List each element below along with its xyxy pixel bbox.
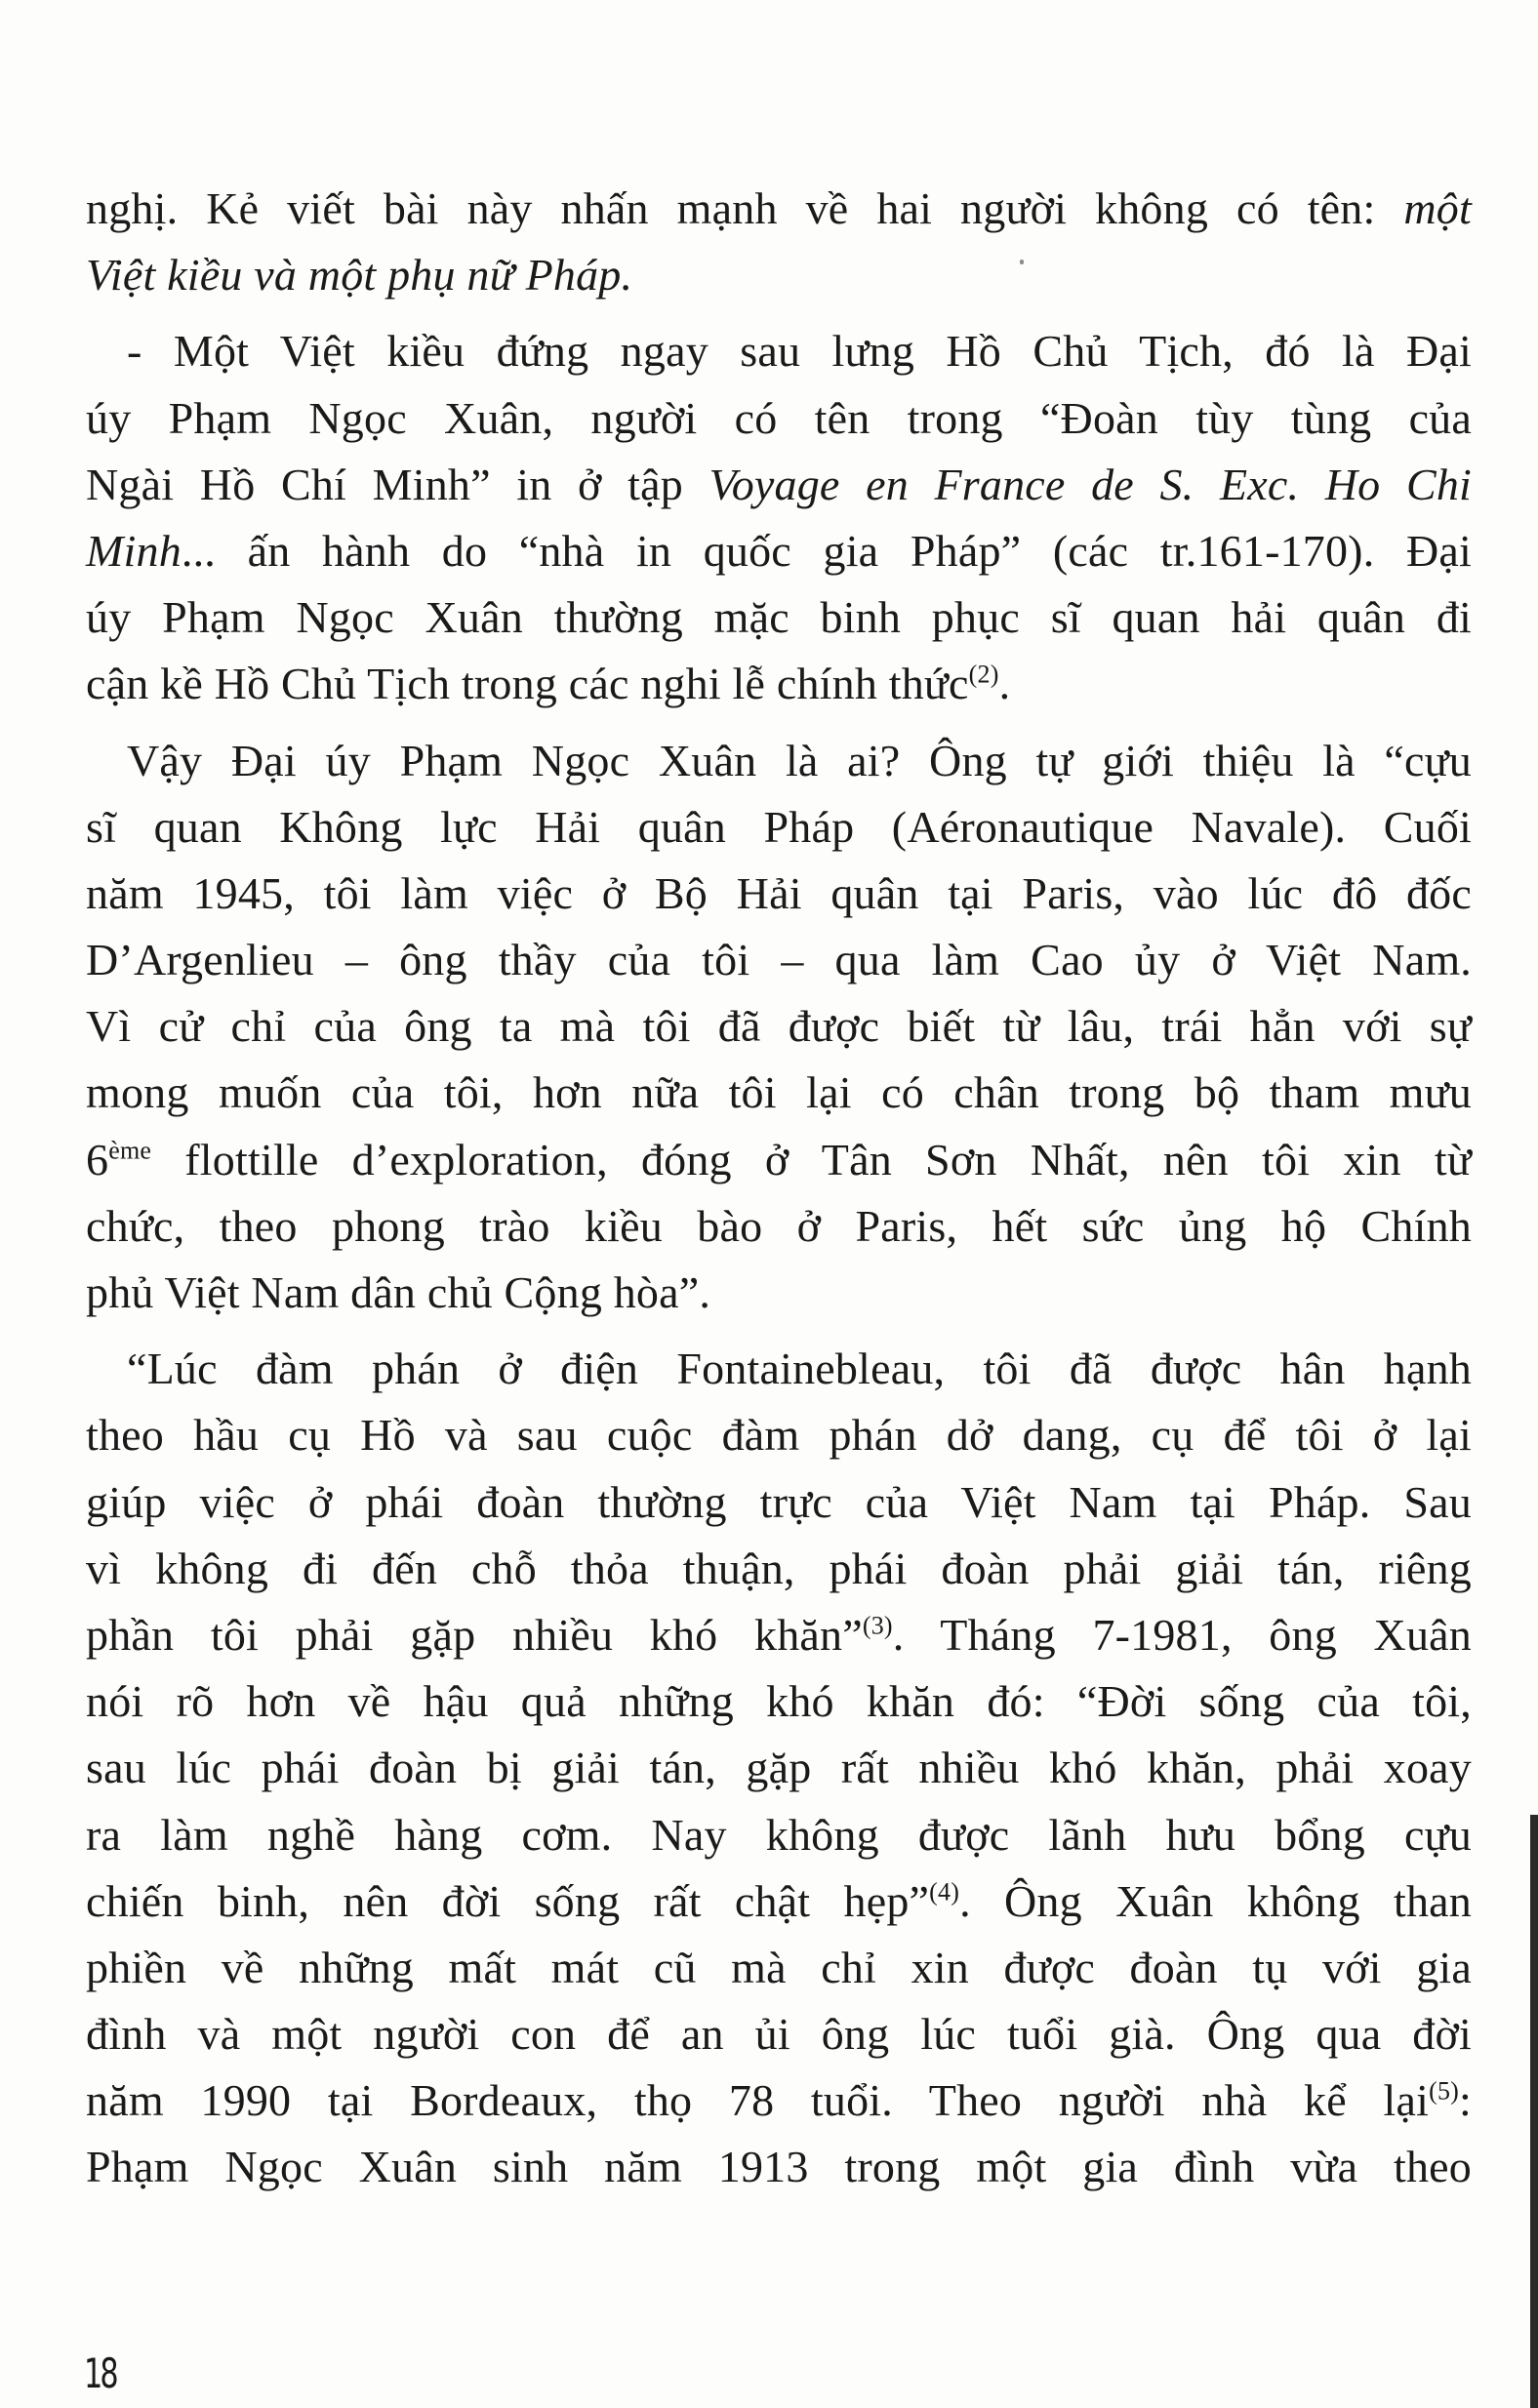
text-run: mong muốn của tôi, hơn nữa tôi lại có chân trong bộ tham mưu bbox=[86, 1067, 1472, 1118]
text-line bbox=[86, 1336, 1472, 1402]
text-run: theo hầu cụ Hồ và sau cuộc đàm phán dở dang, cụ để tôi ở lại bbox=[86, 1410, 1472, 1461]
italic-text: Minh bbox=[86, 525, 182, 576]
text-line bbox=[86, 1668, 1472, 1735]
text-run: năm 1945, tôi làm việc ở Bộ Hải quân tại Paris, vào lúc đô đốc bbox=[86, 867, 1472, 918]
text-line bbox=[86, 176, 1472, 242]
text-line bbox=[86, 861, 1472, 927]
text-line bbox=[86, 1193, 1472, 1260]
text-run: flottille d’exploration, đóng ở Tân Sơn Nhất, nên tôi xin từ bbox=[151, 1134, 1472, 1184]
footnote-marker: (3) bbox=[862, 1611, 893, 1640]
italic-text: một bbox=[1403, 183, 1472, 233]
text-line bbox=[86, 651, 1472, 717]
text-run: Vậy Đại úy Phạm Ngọc Xuân là ai? Ông tự giới thiệu là “cựu bbox=[127, 735, 1472, 785]
italic-text: Voyage en France de S. Exc. Ho Chi bbox=[708, 459, 1473, 509]
text-run: : bbox=[1459, 2075, 1472, 2126]
text-line bbox=[86, 2001, 1472, 2067]
body-text bbox=[86, 176, 1472, 2201]
text-line bbox=[86, 518, 1472, 584]
text-line bbox=[86, 1402, 1472, 1468]
text-line bbox=[86, 584, 1472, 651]
text-run: ... ấn hành do “nhà in quốc gia Pháp” (các tr.161-170). Đại bbox=[181, 525, 1472, 576]
text-line bbox=[86, 1536, 1472, 1602]
text-run: giúp việc ở phái đoàn thường trực của Việt Nam tại Pháp. Sau bbox=[86, 1476, 1472, 1527]
text-run: 6 bbox=[86, 1134, 109, 1184]
text-run: chiến binh, nên đời sống rất chật hẹp” bbox=[86, 1875, 930, 1926]
text-line bbox=[86, 2134, 1472, 2200]
text-run: D’Argenlieu – ông thầy của tôi – qua làm Cao ủy ở Việt Nam. bbox=[86, 935, 1472, 985]
paragraph bbox=[86, 176, 1472, 308]
text-line bbox=[86, 1127, 1472, 1193]
paragraph bbox=[86, 318, 1472, 717]
text-run: Phạm Ngọc Xuân sinh năm 1913 trong một gia đình vừa theo bbox=[86, 2142, 1472, 2192]
text-line bbox=[86, 1735, 1472, 1801]
text-line bbox=[86, 1868, 1472, 1935]
text-line bbox=[86, 1469, 1472, 1536]
text-line bbox=[86, 1602, 1472, 1668]
page-edge-shadow bbox=[1530, 1815, 1538, 2408]
text-line bbox=[86, 242, 1472, 308]
text-run: “Lúc đàm phán ở điện Fontainebleau, tôi đã được hân hạnh bbox=[127, 1344, 1472, 1394]
text-run: nghị. Kẻ viết bài này nhấn mạnh về hai người không có tên: bbox=[86, 183, 1404, 233]
paragraph bbox=[86, 1336, 1472, 2200]
text-run: - Một Việt kiều đứng ngay sau lưng Hồ Chủ Tịch, đó là Đại bbox=[127, 326, 1472, 377]
footnote-marker: (4) bbox=[929, 1877, 960, 1906]
text-run: . Tháng 7-1981, ông Xuân bbox=[892, 1609, 1472, 1660]
italic-text: Việt kiều và một phụ nữ Pháp. bbox=[86, 250, 633, 301]
text-run: úy Phạm Ngọc Xuân thường mặc binh phục sĩ quan hải quân đi bbox=[86, 592, 1472, 643]
footnote-marker: (2) bbox=[968, 660, 999, 689]
text-run: Ngài Hồ Chí Minh” in ở tập bbox=[86, 459, 709, 509]
footnote-marker: ème bbox=[108, 1136, 152, 1165]
page-number: 18 bbox=[84, 2349, 116, 2397]
text-run: úy Phạm Ngọc Xuân, người có tên trong “Đoàn tùy tùng của bbox=[86, 392, 1472, 443]
text-run: chức, theo phong trào kiều bào ở Paris, hết sức ủng hộ Chính bbox=[86, 1200, 1472, 1251]
text-run: cận kề Hồ Chủ Tịch trong các nghi lễ chính thức bbox=[86, 659, 969, 709]
text-line bbox=[86, 993, 1472, 1060]
text-line bbox=[86, 1935, 1472, 2001]
paragraph bbox=[86, 728, 1472, 1327]
footnote-marker: (5) bbox=[1429, 2076, 1460, 2106]
text-line bbox=[86, 1060, 1472, 1126]
text-line bbox=[86, 794, 1472, 861]
text-run: đình và một người con để an ủi ông lúc tuổi già. Ông qua đời bbox=[86, 2009, 1472, 2060]
text-line bbox=[86, 728, 1472, 794]
text-run: sau lúc phái đoàn bị giải tán, gặp rất nhiều khó khăn, phải xoay bbox=[86, 1743, 1472, 1793]
text-run: sĩ quan Không lực Hải quân Pháp (Aéronautique Navale). Cuối bbox=[86, 801, 1472, 852]
text-line bbox=[86, 452, 1472, 518]
text-run: Vì cử chỉ của ông ta mà tôi đã được biết từ lâu, trái hẳn với sự bbox=[86, 1001, 1472, 1052]
text-line bbox=[86, 1260, 1472, 1326]
text-line bbox=[86, 385, 1472, 452]
text-run: phần tôi phải gặp nhiều khó khăn” bbox=[86, 1609, 863, 1660]
text-run: phiền về những mất mát cũ mà chỉ xin được đoàn tụ với gia bbox=[86, 1942, 1472, 1992]
text-run: . bbox=[998, 659, 1011, 709]
text-run: ra làm nghề hàng cơm. Nay không được lãnh hưu bổng cựu bbox=[86, 1809, 1472, 1860]
text-line bbox=[86, 927, 1472, 993]
text-run: phủ Việt Nam dân chủ Cộng hòa”. bbox=[86, 1267, 711, 1317]
text-line bbox=[86, 1802, 1472, 1868]
text-run: vì không đi đến chỗ thỏa thuận, phái đoàn phải giải tán, riêng bbox=[86, 1543, 1472, 1593]
text-run: . Ông Xuân không than bbox=[959, 1875, 1472, 1926]
text-run: nói rõ hơn về hậu quả những khó khăn đó: “Đời sống của tôi, bbox=[86, 1676, 1472, 1727]
text-line bbox=[86, 318, 1472, 384]
text-run: năm 1990 tại Bordeaux, thọ 78 tuổi. Theo người nhà kể lại bbox=[86, 2075, 1430, 2126]
text-line bbox=[86, 2067, 1472, 2134]
